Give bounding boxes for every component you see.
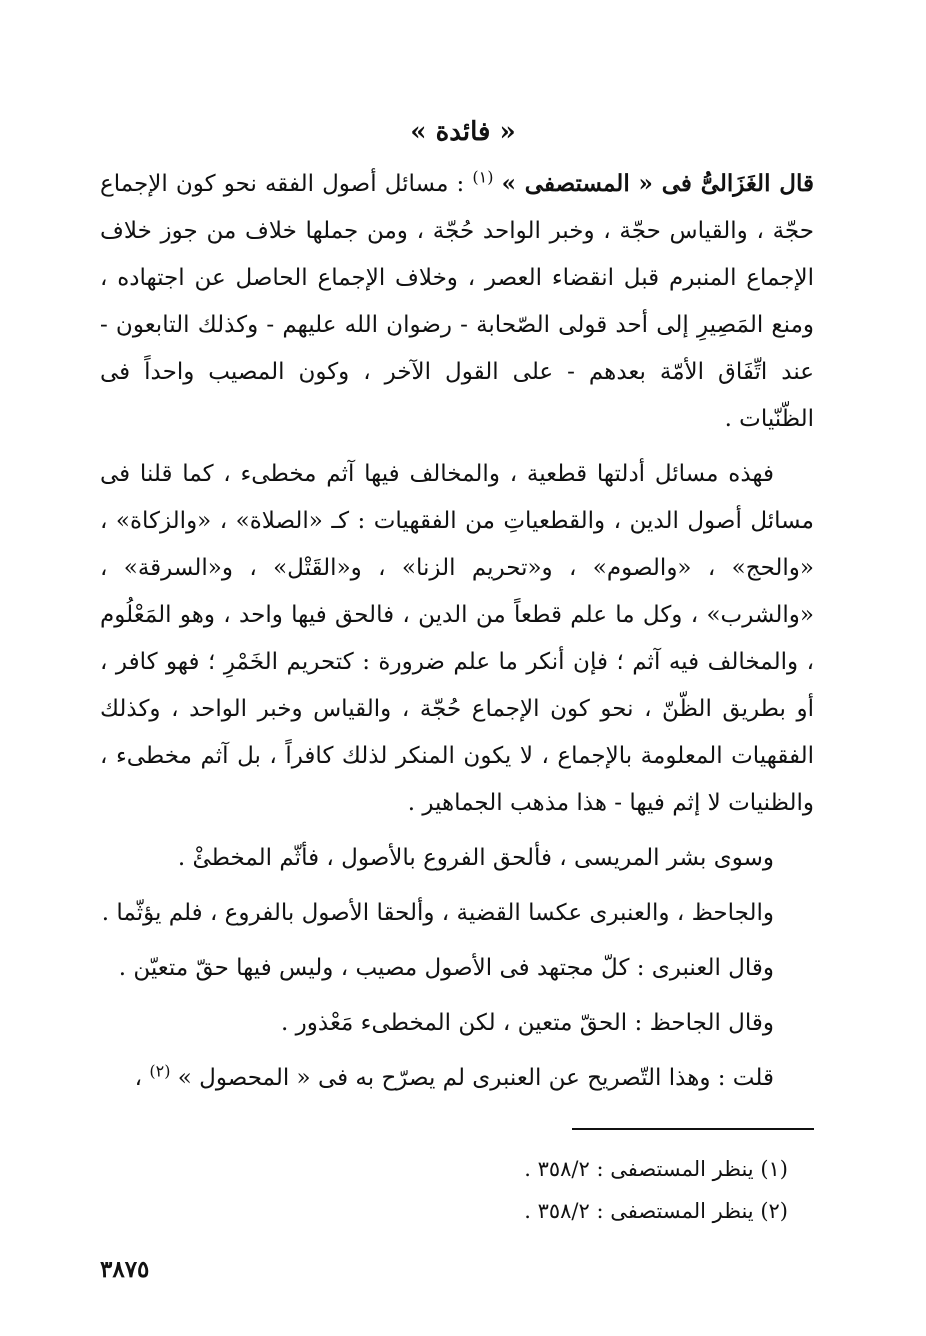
footnote-1: (١) ينظر المستصفى : ٣٥٨/٢ . <box>524 1157 788 1181</box>
footnote-divider <box>572 1128 814 1130</box>
page-number: ٣٨٧٥ <box>100 1256 150 1283</box>
paragraph-3: وسوى بشر المريسى ، فألحق الفروع بالأصول ، فأثّم المخطئْ . <box>177 845 774 871</box>
section-title: « فائدة » <box>410 117 516 147</box>
footnote-ref-1: (١) <box>472 167 494 187</box>
paragraph-7 <box>100 1055 814 1102</box>
paragraph-1-text: : مسائل أصول الفقه نحو كون الإجماع حجّة ، والقياس حجّة ، وخبر الواحد حُجّة ، ومن جملها خلاف من جوز خلاف الإجماع المنبرم قبل انقضاء العصر ، وخلاف الإجماع الحاصل عن اجتهاده ، ومنع المَصِيرِ إلى أحد قولى الصّحابة - رضوان الله عليهم - وكذلك التابعون - عند اتِّفَاق الأمّة بعدهم - على القول الآخر ، وكون المصيب واحداً فى الظّنّيات . <box>100 171 814 432</box>
paragraph-7-tail: ، <box>134 1065 143 1091</box>
footnotes <box>300 1148 788 1232</box>
paragraph-4: والجاحظ ، والعنبرى عكسا القضية ، وألحقا الأصول بالفروع ، فلم يؤثّما . <box>101 900 774 926</box>
footnote-2: (٢) ينظر المستصفى : ٣٥٨/٢ . <box>524 1199 788 1223</box>
footnote-ref-2: (٢) <box>149 1061 171 1081</box>
paragraph-7-text: قلت : وهذا التّصريح عن العنبرى لم يصرّح به فى « المحصول » <box>177 1065 774 1091</box>
paragraph-1 <box>100 160 814 443</box>
paragraph-5: وقال العنبرى : كلّ مجتهد فى الأصول مصيب ، وليس فيها حقّ متعيّن . <box>118 955 774 981</box>
body-text <box>100 160 814 1102</box>
paragraph-6: وقال الجاحظ : الحقّ متعين ، لكن المخطىء مَعْذور . <box>281 1010 774 1036</box>
paragraph-1-lead: قال الغَزَالىُّ فى « المستصفى » <box>501 170 814 197</box>
paragraph-2: فهذه مسائل أدلتها قطعية ، والمخالف فيها آثم مخطىء ، كما قلنا فى مسائل أصول الدين ، والقطعياتِ من الفقهيات : كـ «الصلاة» ، «والزكاة» ، «والحج» ، «والصوم» ، و«تحريم الزنا» ، و«القَتْل» ، و«السرقة» ، «والشرب» ، وكل ما علم قطعاً من الدين ، فالحق فيها واحد ، وهو المَعْلُوم ، والمخالف فيه آثم ؛ فإن أنكر ما علم ضرورة : كتحريم الخَمْرِ ؛ فهو كافر ، أو بطريق الظّنّ ، نحو كون الإجماع حُجّة ، والقياس وخبر الواحد ، وكذلك الفقهيات المعلومة بالإجماع ، لا يكون المنكر لذلك كافراً ، بل آثم مخطىء ، والظنيات لا إثم فيها - هذا مذهب الجماهير . <box>100 461 814 816</box>
